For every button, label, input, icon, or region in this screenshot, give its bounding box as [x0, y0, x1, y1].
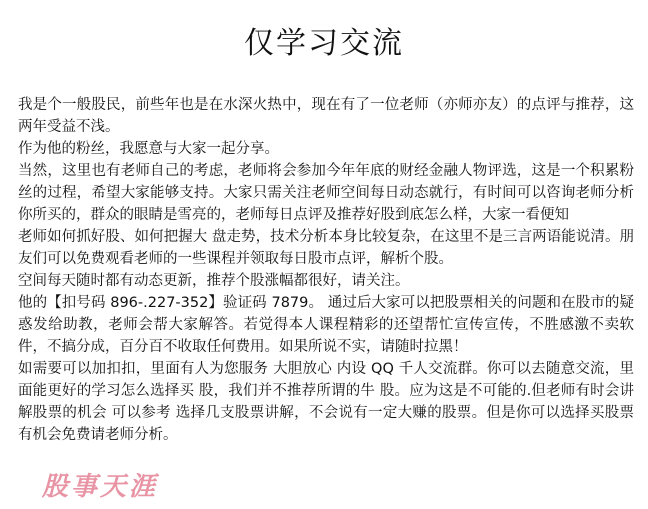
- paragraph-group: 如需要可以加扣扣，里面有人为您服务 大胆放心 内设 QQ 千人交流群。你可以去随意交流，里面能更好的学习怎么选择买 股，我们并不推荐所谓的牛 股。应为这是不可能的.但老师有时会讲解股票的机会 可以参考 选择几支股票讲解，不会说有一定大赚的股票。但是你可以选择买股票有机会免费请老师分析。: [18, 361, 634, 443]
- paragraph-share: 作为他的粉丝，我愿意与大家一起分享。: [18, 141, 279, 157]
- article-body: [18, 94, 634, 446]
- paragraph-intro: 我是个一般股民，前些年也是在水深火热中，现在有了一位老师（亦师亦友）的点评与推荐，这两年受益不浅。: [18, 97, 634, 135]
- paragraph-method: 老师如何抓好股、如何把握大 盘走势，技术分析本身比较复杂，在这里不是三言两语能说清。朋友们可以免费观看老师的一些课程并领取每日股市点评，解析个股。: [18, 229, 634, 267]
- paragraph-updates: 空间每天随时都有动态更新，推荐个股涨幅都很好，请关注。: [18, 273, 410, 289]
- watermark-logo: 股事天涯: [42, 472, 159, 502]
- page-title: 仅学习交流: [244, 26, 404, 61]
- paragraph-contact: 他的【扣号码 896-.227-352】验证码 7879。 通过后大家可以把股票相关的问题和在股市的疑惑发给助教，老师会帮大家解答。若觉得本人课程精彩的还望帮忙宣传宣传，不胜感激不卖软件，不搞分成，百分百不收取任何费用。如果所说不实，请随时拉黑！: [18, 295, 634, 355]
- paragraph-reason: 当然，这里也有老师自己的考虑，老师将会参加今年年底的财经金融人物评选，这是一个积累粉丝的过程，希望大家能够支持。大家只需关注老师空间每日动态就行，有时间可以咨询老师分析你所买的，群众的眼睛是雪亮的，老师每日点评及推荐好股到底怎么样，大家一看便知: [18, 163, 634, 223]
